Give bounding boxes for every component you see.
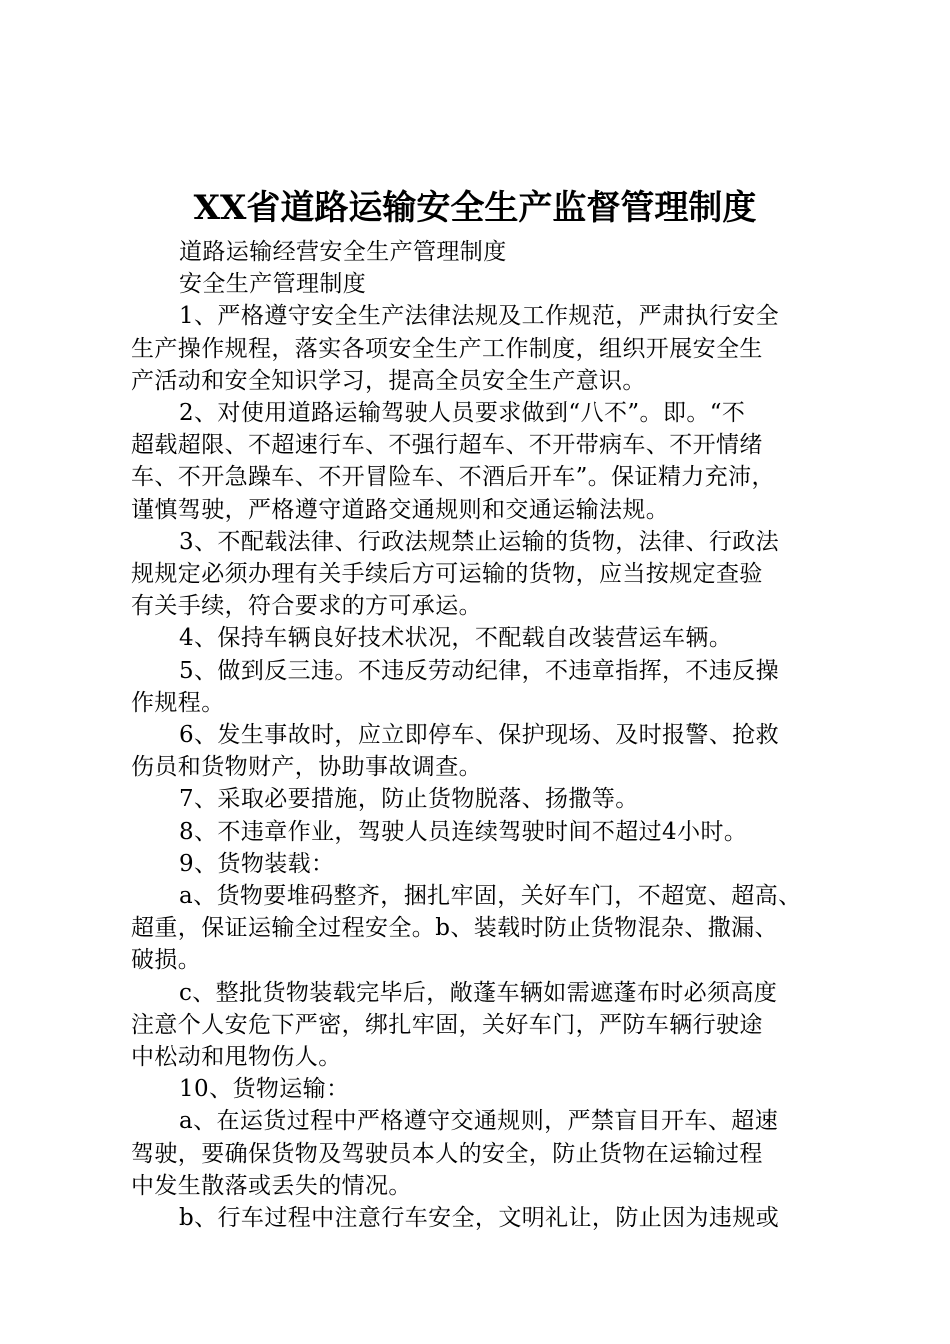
text-line: 破损。 <box>131 947 202 974</box>
text-line: 中松动和甩物伤人。 <box>131 1044 342 1071</box>
text-line: 2、对使用道路运输驾驶人员要求做到“八不”。即。“不 <box>179 400 746 427</box>
text-line: 10、货物运输： <box>179 1076 350 1103</box>
text-line: 4、保持车辆良好技术状况，不配载自改装营运车辆。 <box>179 625 733 652</box>
text-line: 7、采取必要措施，防止货物脱落、扬撒等。 <box>179 786 639 813</box>
text-line: 产活动和安全知识学习，提高全员安全生产意识。 <box>131 367 646 394</box>
text-line: c、整批货物装载完毕后，敞蓬车辆如需遮蓬布时必须高度 <box>179 979 778 1006</box>
text-line: a、在运货过程中严格遵守交通规则，严禁盲目开车、超速 <box>179 1108 779 1135</box>
text-line: b、行车过程中注意行车安全，文明礼让，防止因为违规或 <box>179 1205 780 1232</box>
text-line: 作规程。 <box>131 689 225 716</box>
text-line: 9、货物装载： <box>179 850 335 877</box>
text-line: 注意个人安危下严密，绑扎牢固，关好车门，严防车辆行驶途 <box>131 1011 763 1038</box>
text-line: 超载超限、不超速行车、不强行超车、不开带病车、不开情绪 <box>131 432 763 459</box>
text-line: 6、发生事故时，应立即停车、保护现场、及时报警、抢救 <box>179 722 780 749</box>
text-line: 伤员和货物财产，协助事故调查。 <box>131 754 482 781</box>
text-line: 3、不配载法律、行政法规禁止运输的货物，法律、行政法 <box>179 528 780 555</box>
document-title: XX省道路运输安全生产监督管理制度 <box>193 188 757 228</box>
text-line: 规规定必须办理有关手续后方可运输的货物，应当按规定查验 <box>131 561 763 588</box>
text-line: 1、严格遵守安全生产法律法规及工作规范，严肃执行安全 <box>179 303 780 330</box>
text-line: 中发生散落或丢失的情况。 <box>131 1172 412 1199</box>
document-body <box>131 236 851 1234</box>
text-line: 生产操作规程，落实各项安全生产工作制度，组织开展安全生 <box>131 335 763 362</box>
text-line: 道路运输经营安全生产管理制度 <box>179 239 507 265</box>
text-line: 超重，保证运输全过程安全。b、装载时防止货物混杂、撒漏、 <box>131 915 778 942</box>
text-line: 5、做到反三违。不违反劳动纪律，不违章指挥，不违反操 <box>179 657 780 684</box>
text-line: 车、不开急躁车、不开冒险车、不酒后开车”。保证精力充沛， <box>131 464 775 491</box>
text-line: 驾驶，要确保货物及驾驶员本人的安全，防止货物在运输过程 <box>131 1140 763 1167</box>
text-line: 谨慎驾驶，严格遵守道路交通规则和交通运输法规。 <box>131 496 670 523</box>
text-line: 8、不违章作业，驾驶人员连续驾驶时间不超过4小时。 <box>179 818 748 845</box>
text-line: 安全生产管理制度 <box>179 271 367 298</box>
text-line: a、货物要堆码整齐，捆扎牢固，关好车门，不超宽、超高、 <box>179 883 802 910</box>
text-line: 有关手续，符合要求的方可承运。 <box>131 593 482 620</box>
